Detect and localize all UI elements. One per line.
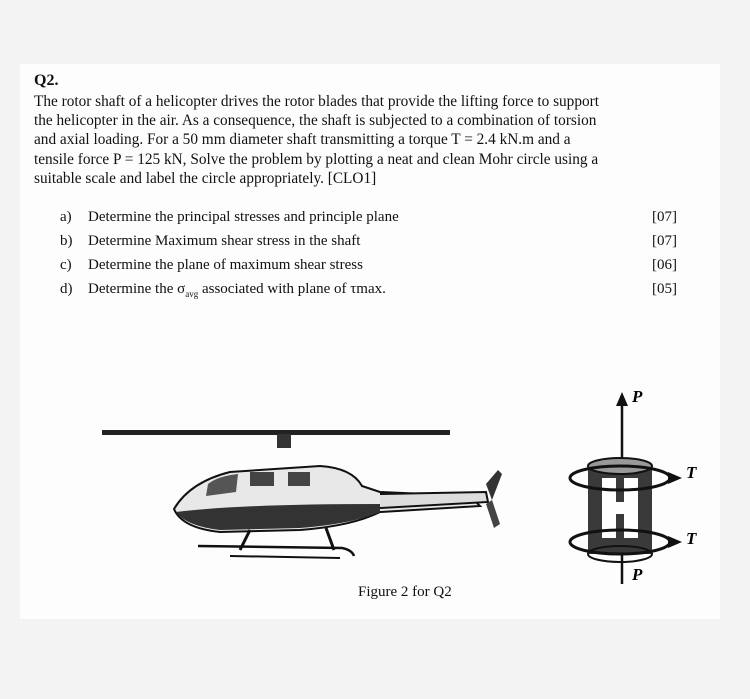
arrow-up-icon [616, 392, 628, 406]
part-marks: [05] [652, 281, 677, 297]
paragraph-line-5: suitable scale and label the circle appropriately. [CLO1] [34, 169, 377, 187]
part-d [56, 277, 696, 301]
helicopter-illustration [102, 430, 502, 558]
label-t-top: T [686, 463, 697, 482]
part-label: b) [60, 233, 73, 249]
part-marks: [07] [652, 209, 677, 225]
question-sheet [20, 64, 720, 619]
question-number: Q2. [34, 72, 59, 89]
shaft-diagram [570, 387, 697, 584]
part-label: d) [60, 281, 73, 297]
part-text-after: associated with plane of τmax. [198, 281, 386, 297]
torque-arrow-icon [668, 536, 682, 548]
paragraph-line-3: and axial loading. For a 50 mm diameter shaft transmitting a torque T = 2.4 kN.m and a [34, 131, 571, 149]
paragraph-line-4: tensile force P = 125 kN, Solve the problem by plotting a neat and clean Mohr circle using a [34, 150, 599, 168]
label-p-top: P [632, 387, 643, 406]
part-marks: [06] [652, 257, 677, 273]
label-p-bottom: P [632, 565, 643, 584]
part-text-before: Determine the σ [88, 281, 186, 297]
question-paragraph [34, 92, 714, 188]
sigma-subscript: avg [185, 289, 199, 299]
figure-caption: Figure 2 for Q2 [358, 584, 452, 600]
label-t-bottom: T [686, 529, 697, 548]
figure-q2 [90, 374, 710, 584]
torque-arrow-icon [668, 472, 682, 484]
part-text [88, 277, 386, 306]
part-b [56, 229, 696, 253]
part-c [56, 253, 696, 277]
paragraph-line-1: The rotor shaft of a helicopter drives the rotor blades that provide the lifting force to support [34, 93, 599, 110]
part-text: Determine the principal stresses and principle plane [88, 209, 399, 225]
paragraph-line-2: the helicopter in the air. As a consequence, the shaft is subjected to a combination of torsion [34, 112, 597, 130]
part-a [56, 205, 696, 229]
part-text: Determine Maximum shear stress in the shaft [88, 233, 361, 249]
part-marks: [07] [652, 233, 677, 249]
part-label: a) [60, 209, 72, 225]
question-parts [56, 205, 696, 301]
part-label: c) [60, 257, 72, 273]
part-text: Determine the plane of maximum shear stress [88, 257, 363, 273]
